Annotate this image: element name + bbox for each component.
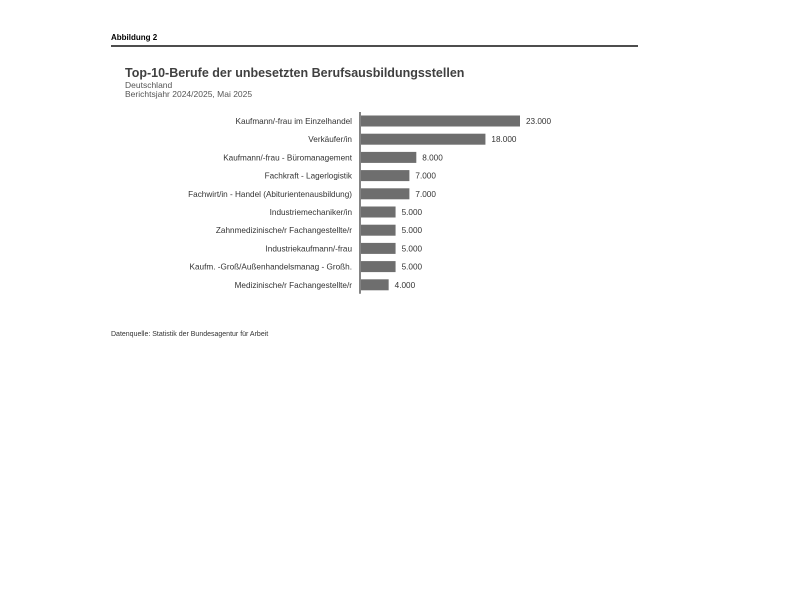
category-label: Zahnmedizinische/r Fachangestellte/r [215, 226, 352, 236]
category-label: Kaufmann/-frau - Büromanagement [223, 153, 352, 163]
bar [361, 116, 520, 127]
category-label: Kaufm. -Groß/Außenhandelsmanag - Großh. [189, 262, 352, 272]
bar [361, 134, 485, 145]
category-label: Fachwirt/in - Handel (Abiturientenausbildung) [188, 189, 352, 199]
value-label: 5.000 [401, 244, 423, 254]
bar [361, 225, 396, 236]
value-label: 4.000 [394, 280, 416, 290]
chart-subtitle-period: Berichtsjahr 2024/2025, Mai 2025 [125, 89, 253, 99]
bar [361, 188, 409, 199]
bar [361, 207, 396, 218]
value-label: 8.000 [422, 153, 443, 163]
bar [361, 152, 416, 163]
chart-subtitle-region: Deutschland [125, 80, 173, 90]
chart-title: Top-10-Berufe der unbesetzten Berufsausbildungsstellen [125, 66, 465, 80]
value-label: 5.000 [401, 208, 423, 217]
category-label: Industriemechaniker/in [269, 208, 352, 217]
value-label: 23.000 [526, 117, 552, 126]
figure-label: Abbildung 2 [111, 33, 158, 42]
category-label: Verkäufer/in [308, 135, 352, 145]
bar [361, 243, 396, 254]
value-label: 5.000 [401, 226, 423, 236]
category-label: Kaufmann/-frau im Einzelhandel [235, 117, 352, 126]
bar [361, 261, 396, 272]
value-label: 7.000 [415, 189, 436, 199]
value-label: 5.000 [401, 262, 423, 272]
category-label: Fachkraft - Lagerlogistik [264, 171, 352, 181]
category-label: Medizinische/r Fachangestellte/r [234, 280, 352, 290]
bar [361, 170, 409, 181]
value-label: 7.000 [415, 171, 436, 181]
data-source-note: Datenquelle: Statistik der Bundesagentur für Arbeit [111, 331, 269, 338]
bar [361, 279, 389, 290]
value-label: 18.000 [491, 135, 517, 145]
category-label: Industriekaufmann/-frau [265, 244, 352, 254]
